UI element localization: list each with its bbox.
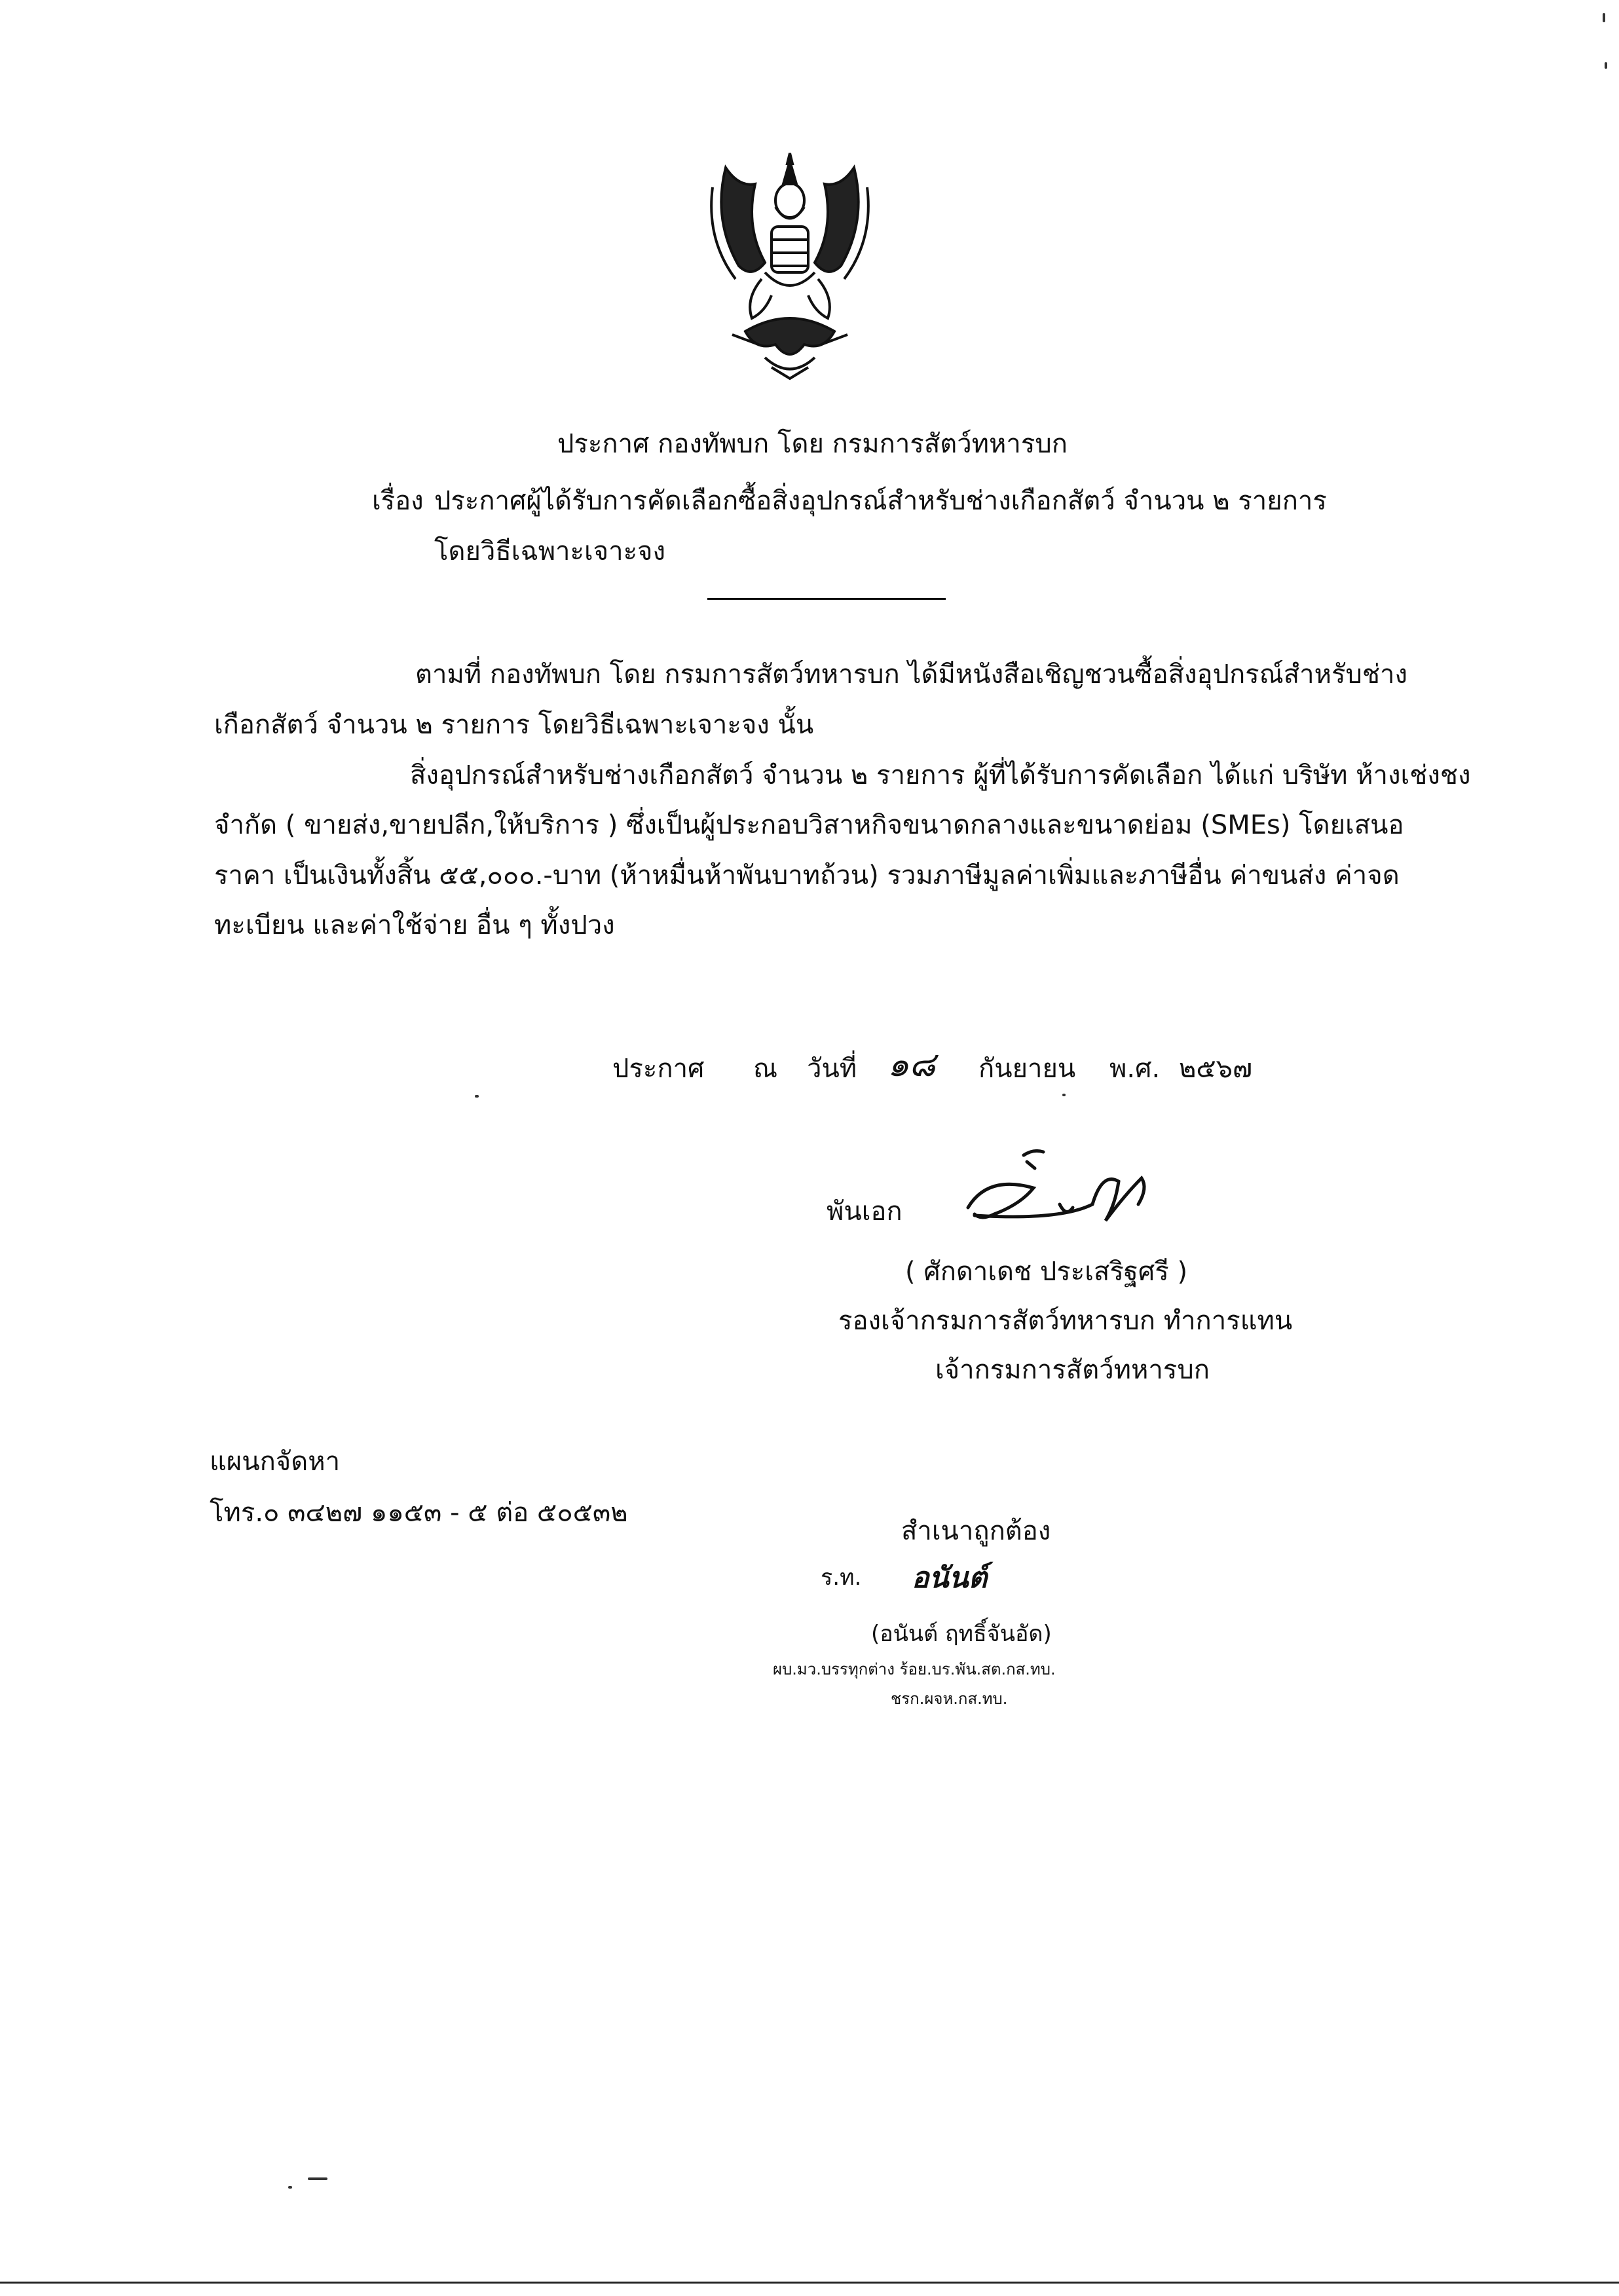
subject-label: เรื่อง: [372, 486, 424, 516]
certified-name: (อนันต์ ฤทธิ์จันอัด): [871, 1621, 1052, 1647]
paragraph1-line1: ตามที่ กองทัพบก โดย กรมการสัตว์ทหารบก ได้มีหนังสือเชิญชวนซื้อสิ่งอุปกรณ์สำหรับช่าง: [415, 659, 1408, 690]
scan-speck: [1603, 13, 1605, 22]
header-divider: [707, 598, 946, 600]
paragraph2-line1: สิ่งอุปกรณ์สำหรับช่างเกือกสัตว์ จำนวน ๒ รายการ ผู้ที่ได้รับการคัดเลือก ได้แก่ บริษัท ห้างเช่งชง: [410, 760, 1471, 790]
paragraph2-line4: ทะเบียน และค่าใช้จ่าย อื่น ๆ ทั้งปวง: [214, 910, 615, 940]
signature-icon: [961, 1142, 1164, 1240]
paragraph2-line2: จำกัด ( ขายส่ง,ขายปลีก,ให้บริการ ) ซึ่งเป็นผู้ประกอบวิสาหกิจขนาดกลางและขนาดย่อม (SMEs) โดยเสนอ: [214, 810, 1404, 840]
scan-edge-line: [0, 2282, 1619, 2284]
scan-speck: [475, 1095, 479, 1098]
certified-signature: อนันต์: [912, 1561, 988, 1595]
announce-day-label: วันที่: [807, 1054, 857, 1084]
contact-section: แผนกจัดหา: [210, 1447, 341, 1477]
subject-line2: โดยวิธีเฉพาะเจาะจง: [434, 536, 666, 566]
announce-month: กันยายน: [978, 1054, 1076, 1084]
scan-speck: [1605, 62, 1607, 69]
certified-title: สำเนาถูกต้อง: [901, 1516, 1051, 1546]
signatory-name: ( ศักดาเดช ประเสริฐศรี ): [905, 1257, 1188, 1287]
scan-speck: [288, 2186, 292, 2189]
subject-text: ประกาศผู้ได้รับการคัดเลือกซื้อสิ่งอุปกรณ์สำหรับช่างเกือกสัตว์ จำนวน ๒ รายการ: [434, 486, 1327, 516]
signatory-rank: พันเอก: [827, 1196, 903, 1227]
garuda-emblem-icon: [699, 148, 880, 384]
contact-phone: โทร.๐ ๓๔๒๗ ๑๑๕๓ - ๕ ต่อ ๕๐๕๓๒: [210, 1498, 628, 1528]
announcement-title: ประกาศ กองทัพบก โดย กรมการสัตว์ทหารบก: [557, 429, 1068, 459]
scan-speck: [308, 2177, 327, 2180]
scan-speck: [1062, 1094, 1066, 1096]
announce-prefix: ประกาศ: [612, 1054, 705, 1084]
paragraph2-line3: ราคา เป็นเงินทั้งสิ้น ๕๕,๐๐๐.-บาท (ห้าหมื่นห้าพันบาทถ้วน) รวมภาษีมูลค่าเพิ่มและภาษีอื่น ค่าขนส่ง ค่าจด: [214, 861, 1400, 891]
announce-year: ๒๕๖๗: [1179, 1054, 1253, 1084]
certified-rank: ร.ท.: [821, 1565, 862, 1591]
certified-position2: ชรก.ผจห.กส.ทบ.: [891, 1690, 1008, 1708]
announce-year-label: พ.ศ.: [1109, 1054, 1161, 1084]
signatory-position2: เจ้ากรมการสัตว์ทหารบก: [935, 1355, 1210, 1385]
signatory-position1: รองเจ้ากรมการสัตว์ทหารบก ทำการแทน: [838, 1306, 1293, 1336]
certified-position1: ผบ.มว.บรรทุกต่าง ร้อย.บร.พัน.สต.กส.ทบ.: [773, 1660, 1056, 1678]
announce-day: ๑๘: [887, 1045, 936, 1084]
paragraph1-line2: เกือกสัตว์ จำนวน ๒ รายการ โดยวิธีเฉพาะเจาะจง นั้น: [214, 710, 814, 740]
announce-at: ณ: [753, 1054, 778, 1084]
